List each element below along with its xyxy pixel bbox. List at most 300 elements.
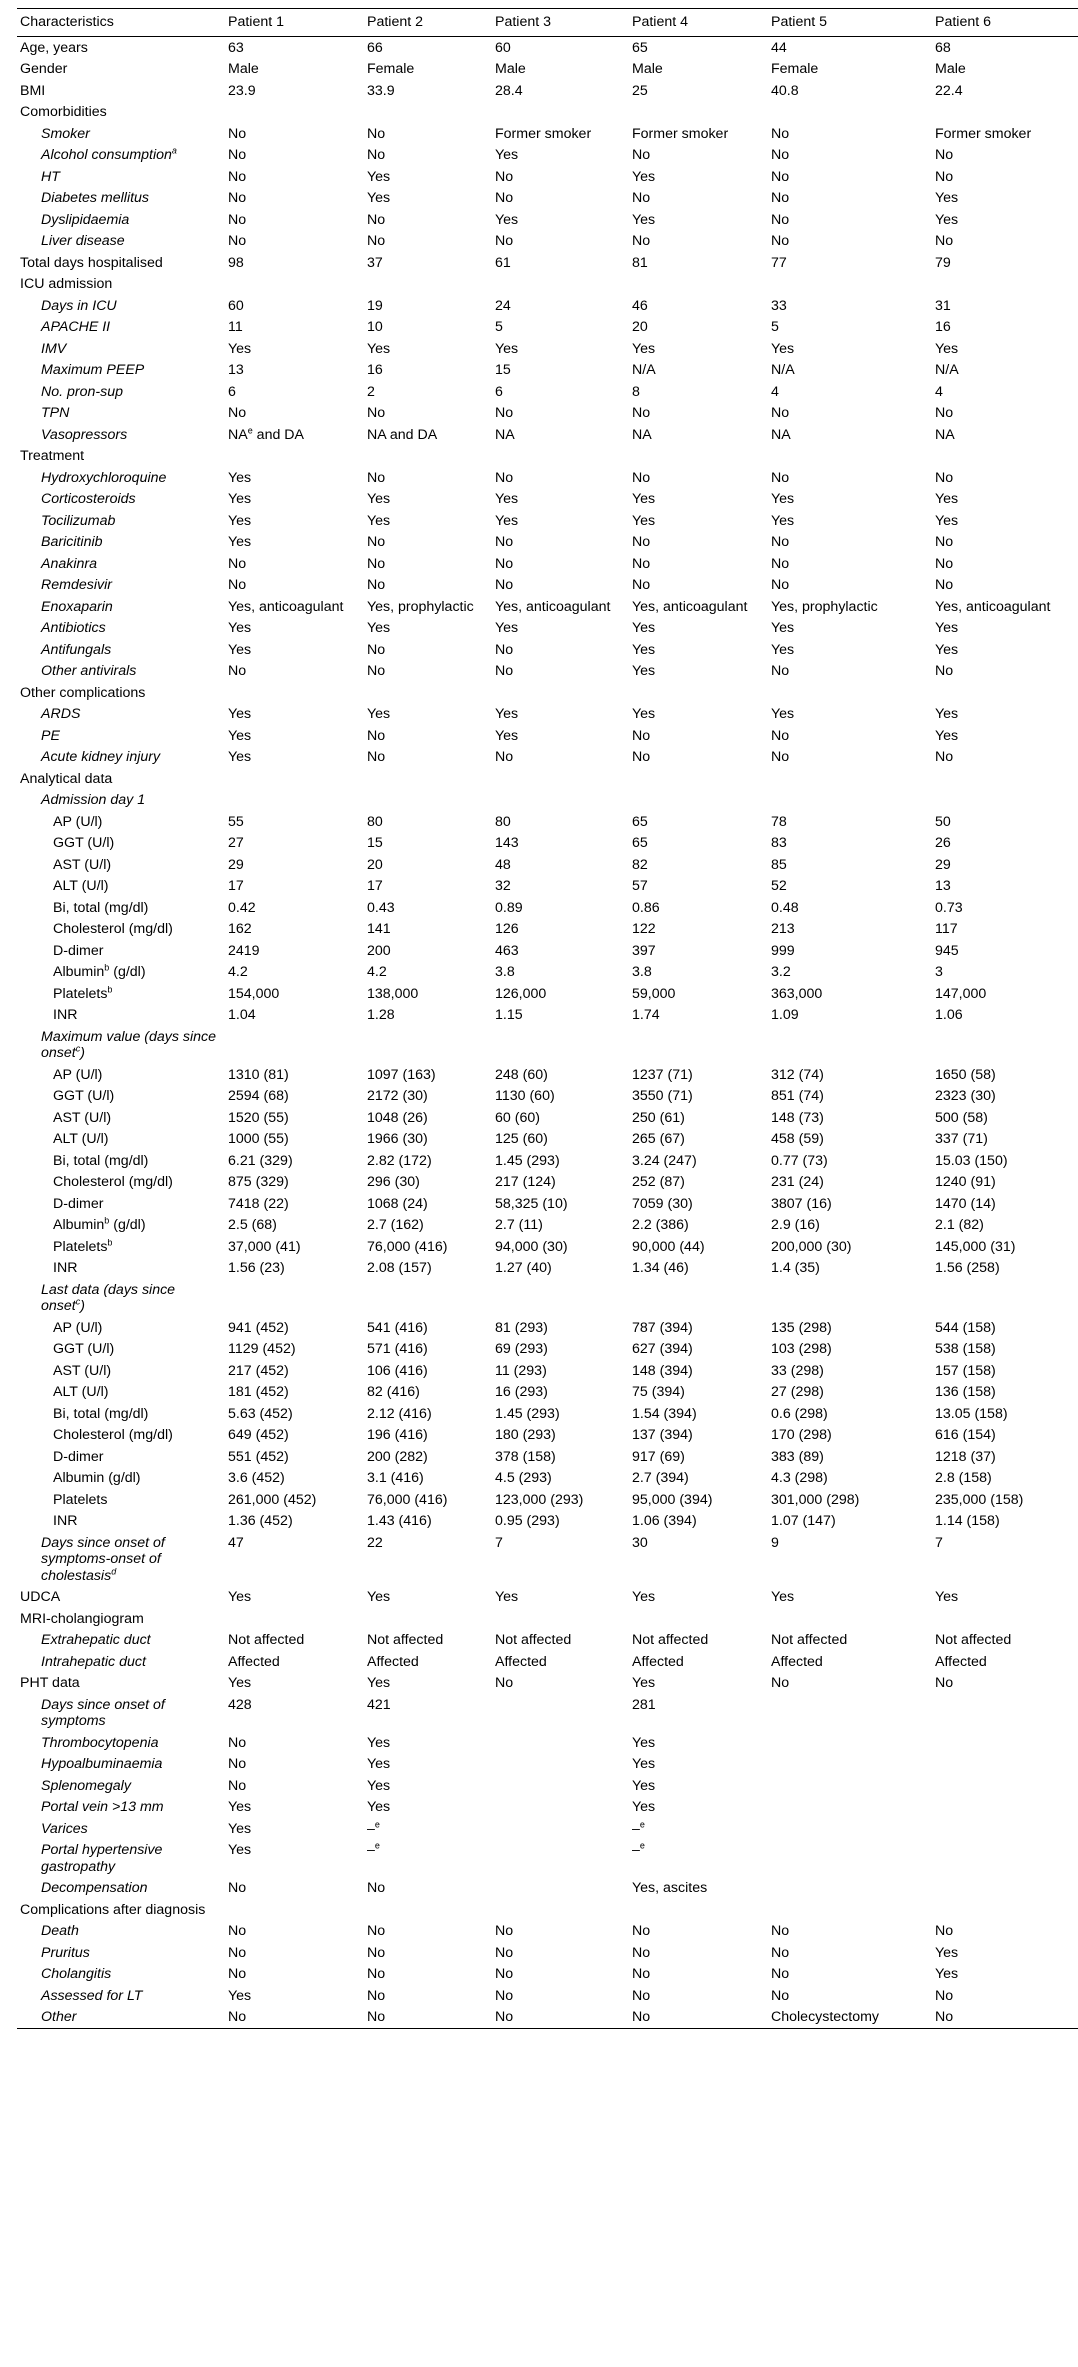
cell-patient-4: 59,000 xyxy=(632,985,676,1002)
cell-patient-6: No xyxy=(935,1987,954,2004)
cell-patient-2 xyxy=(364,789,492,811)
cell-patient-6: No xyxy=(935,147,954,163)
cell-patient-3: 3.8 xyxy=(495,964,515,980)
table-row xyxy=(17,36,1078,58)
row-label xyxy=(17,424,225,446)
cell-patient-1: No xyxy=(228,663,247,679)
cell-patient-1: Yes xyxy=(228,340,252,357)
row-label-text: D-dimer xyxy=(53,1195,104,1212)
table-row xyxy=(17,940,1078,962)
cell-patient-4: Yes xyxy=(632,663,656,679)
row-label xyxy=(17,725,225,747)
cell-patient-3: NA xyxy=(495,426,515,443)
cell-patient-4: No xyxy=(632,147,651,163)
table-row xyxy=(17,1510,1078,1532)
row-label xyxy=(17,166,225,188)
row-label xyxy=(17,961,225,983)
cell-patient-3: 32 xyxy=(495,878,511,894)
cell-patient-5: 83 xyxy=(771,835,787,851)
table-row xyxy=(17,273,1078,295)
cell-patient-1 xyxy=(225,1026,364,1064)
cell-patient-2: 17 xyxy=(367,878,383,894)
row-label-text: UDCA xyxy=(20,1589,61,1605)
table-row xyxy=(17,531,1078,553)
cell-patient-3: Yes xyxy=(495,512,519,529)
cell-patient-3: Yes xyxy=(495,147,519,163)
row-label xyxy=(17,1467,225,1489)
cell-patient-6 xyxy=(932,101,1078,123)
row-label xyxy=(17,1026,225,1064)
cell-patient-2: 106 (416) xyxy=(367,1362,428,1379)
table-row xyxy=(17,811,1078,833)
row-label xyxy=(17,639,225,661)
cell-patient-2: 2.82 (172) xyxy=(367,1152,432,1169)
cell-patient-5: 4 xyxy=(771,383,779,400)
cell-patient-1: 60 xyxy=(228,297,244,314)
cell-patient-5: No xyxy=(771,577,790,593)
cell-patient-1: 1000 (55) xyxy=(228,1131,289,1147)
cell-patient-4 xyxy=(629,1818,768,1840)
cell-patient-1: 1.56 (23) xyxy=(228,1260,285,1276)
cell-patient-3 xyxy=(492,1818,629,1840)
cell-patient-6: 4 xyxy=(935,383,943,400)
cell-patient-2: No xyxy=(367,577,386,593)
table-row xyxy=(17,1985,1078,2007)
cell-patient-6 xyxy=(932,1732,1078,1754)
cell-patient-1: Yes xyxy=(228,1799,252,1815)
table-row xyxy=(17,1150,1078,1172)
table-row xyxy=(17,961,1078,983)
cell-patient-5: No xyxy=(771,147,790,163)
cell-patient-5: Yes xyxy=(771,491,795,507)
cell-patient-1: Yes xyxy=(228,512,252,529)
table-row xyxy=(17,1489,1078,1511)
cell-patient-1: No xyxy=(228,577,247,593)
cell-patient-3 xyxy=(492,1899,629,1921)
cell-patient-2: 2.7 (162) xyxy=(367,1217,424,1233)
cell-patient-4: 265 (67) xyxy=(632,1131,685,1147)
cell-patient-3: No xyxy=(495,168,514,185)
cell-patient-4: 3.8 xyxy=(632,964,652,980)
cell-patient-3: 1.45 (293) xyxy=(495,1152,560,1169)
cell-patient-4: No xyxy=(632,727,651,744)
cell-patient-5: 148 (73) xyxy=(771,1109,824,1126)
row-label xyxy=(17,1403,225,1425)
footnote-marker: b xyxy=(107,983,113,994)
cell-patient-5: No xyxy=(771,1944,790,1961)
cell-patient-4: Yes xyxy=(632,641,656,658)
cell-patient-6: Yes xyxy=(935,491,959,507)
cell-patient-3: Yes xyxy=(495,727,519,744)
cell-patient-2 xyxy=(364,682,492,704)
cell-value: NA xyxy=(228,426,248,443)
cell-patient-1: 7418 (22) xyxy=(228,1195,289,1212)
cell-patient-4 xyxy=(629,1026,768,1064)
table-row xyxy=(17,123,1078,145)
cell-patient-6: 616 (154) xyxy=(935,1427,996,1443)
cell-patient-1: 1129 (452) xyxy=(228,1341,296,1357)
cell-patient-3 xyxy=(492,1608,629,1630)
cell-patient-3: Yes xyxy=(495,620,519,636)
header-patient-1: Patient 1 xyxy=(228,14,285,30)
cell-patient-4: Yes xyxy=(632,491,656,507)
cell-patient-2: No xyxy=(367,233,386,249)
cell-patient-4: 397 xyxy=(632,942,656,959)
cell-patient-1: 3.6 (452) xyxy=(228,1470,285,1486)
cell-patient-2: Yes xyxy=(367,1734,391,1751)
cell-patient-5: 200,000 (30) xyxy=(771,1238,852,1255)
row-label-text: Splenomegaly xyxy=(41,1777,131,1794)
cell-patient-1: Yes xyxy=(228,1987,252,2004)
cell-patient-4: Yes xyxy=(632,512,656,529)
row-label xyxy=(17,531,225,553)
row-label-text: Alcohol consumption xyxy=(41,147,172,163)
row-label-text: Bi, total (mg/dl) xyxy=(53,899,149,916)
cell-patient-2: 82 (416) xyxy=(367,1384,420,1400)
cell-patient-6: No xyxy=(935,1675,954,1691)
cell-patient-6: 538 (158) xyxy=(935,1341,996,1357)
cell-patient-1: 1310 (81) xyxy=(228,1066,289,1083)
cell-patient-6: No xyxy=(935,2009,954,2025)
cell-patient-2: No xyxy=(367,555,386,572)
cell-patient-5: 3.2 xyxy=(771,964,791,980)
cell-patient-6 xyxy=(932,445,1078,467)
cell-patient-5: Cholecystectomy xyxy=(771,2009,880,2025)
table-row xyxy=(17,359,1078,381)
footnote-marker: b xyxy=(104,1215,110,1226)
row-label-text: Days in ICU xyxy=(41,297,117,314)
cell-patient-2: No xyxy=(367,1987,386,2004)
row-label-text: AP (U/l) xyxy=(53,1319,103,1336)
cell-patient-4: 252 (87) xyxy=(632,1174,685,1190)
row-label xyxy=(17,1608,225,1630)
cell-patient-1: 55 xyxy=(228,813,244,830)
cell-patient-5: 383 (89) xyxy=(771,1448,824,1465)
cell-patient-5: 0.6 (298) xyxy=(771,1405,828,1422)
row-label xyxy=(17,58,225,80)
cell-value: – xyxy=(367,1820,375,1837)
cell-patient-3: 378 (158) xyxy=(495,1448,556,1465)
cell-patient-2: 1068 (24) xyxy=(367,1195,428,1212)
cell-patient-3: Yes xyxy=(495,491,519,507)
cell-patient-5: 33 (298) xyxy=(771,1362,824,1379)
cell-patient-2: 15 xyxy=(367,835,383,851)
row-label-text: Enoxaparin xyxy=(41,598,113,615)
row-label xyxy=(17,918,225,940)
cell-patient-6: Affected xyxy=(935,1653,987,1670)
cell-patient-6: 31 xyxy=(935,297,951,314)
row-label xyxy=(17,488,225,510)
cell-patient-3: 15 xyxy=(495,362,511,378)
cell-patient-1: Male xyxy=(228,61,259,77)
cell-patient-6 xyxy=(932,1899,1078,1921)
cell-patient-6: No xyxy=(935,469,954,486)
cell-patient-5: 85 xyxy=(771,856,787,873)
cell-patient-1: No xyxy=(228,1756,247,1772)
cell-patient-5: 40.8 xyxy=(771,82,799,99)
row-label-text: Gender xyxy=(20,61,68,77)
row-label-text: TPN xyxy=(41,405,70,421)
cell-patient-3: 24 xyxy=(495,297,511,314)
cell-patient-2: Yes xyxy=(367,1756,391,1772)
cell-patient-5: 5 xyxy=(771,319,779,335)
table-row xyxy=(17,1403,1078,1425)
cell-patient-3 xyxy=(492,682,629,704)
cell-patient-2: Yes xyxy=(367,706,391,722)
row-label-text: Vasopressors xyxy=(41,426,128,443)
footnote-marker: e xyxy=(374,1818,380,1829)
cell-patient-3: Yes xyxy=(495,706,519,722)
row-label-text: Cholangitis xyxy=(41,1966,112,1982)
cell-patient-6: 16 xyxy=(935,319,951,335)
cell-patient-4: No xyxy=(632,190,651,206)
table-row xyxy=(17,1279,1078,1317)
row-label-text: Platelets xyxy=(53,1491,108,1508)
cell-patient-2 xyxy=(364,1818,492,1840)
cell-patient-4: 1.34 (46) xyxy=(632,1260,689,1276)
cell-patient-3 xyxy=(492,1775,629,1797)
row-label-text: Admission day 1 xyxy=(41,792,146,808)
cell-patient-4: Yes, anticoagulant xyxy=(632,598,748,615)
row-label xyxy=(17,1629,225,1651)
row-label-text: Extrahepatic duct xyxy=(41,1632,151,1648)
cell-patient-3: 1.27 (40) xyxy=(495,1260,552,1276)
table-row xyxy=(17,639,1078,661)
cell-patient-4: No xyxy=(632,534,651,550)
cell-patient-4: Yes xyxy=(632,1734,656,1751)
row-label xyxy=(17,230,225,252)
cell-patient-6: Yes xyxy=(935,727,959,744)
cell-patient-4: No xyxy=(632,577,651,593)
cell-patient-4: No xyxy=(632,469,651,486)
cell-patient-6: 157 (158) xyxy=(935,1362,996,1379)
row-label-text: AP (U/l) xyxy=(53,1066,103,1083)
cell-patient-1: No xyxy=(228,125,247,142)
row-label xyxy=(17,1085,225,1107)
cell-patient-4: Male xyxy=(632,61,663,77)
cell-patient-4: Yes xyxy=(632,620,656,636)
row-label xyxy=(17,983,225,1005)
cell-patient-2: 1.43 (416) xyxy=(367,1513,432,1529)
row-label xyxy=(17,101,225,123)
cell-patient-6: 145,000 (31) xyxy=(935,1238,1016,1255)
cell-patient-1: 17 xyxy=(228,878,244,894)
row-label-text: Platelets xyxy=(53,985,108,1002)
cell-patient-3: No xyxy=(495,534,514,550)
cell-patient-2: Yes xyxy=(367,168,391,185)
cell-patient-2: Yes xyxy=(367,512,391,529)
row-label-text: Comorbidities xyxy=(20,104,107,120)
row-label-text: GGT (U/l) xyxy=(53,835,115,851)
cell-patient-2: 200 (282) xyxy=(367,1448,428,1465)
row-label-text: Albumin (g/dl) xyxy=(53,1470,141,1486)
cell-patient-5: No xyxy=(771,125,790,142)
table-row xyxy=(17,295,1078,317)
cell-patient-5: No xyxy=(771,555,790,572)
row-label-text: Portal hypertensive gastropathy xyxy=(41,1842,163,1875)
table-row xyxy=(17,1672,1078,1694)
cell-patient-1: 23.9 xyxy=(228,82,256,99)
row-label xyxy=(17,1279,225,1317)
header-patient-5: Patient 5 xyxy=(771,14,828,30)
cell-patient-4: Not affected xyxy=(632,1632,709,1648)
row-label xyxy=(17,1107,225,1129)
row-label xyxy=(17,682,225,704)
cell-patient-6 xyxy=(932,1694,1078,1732)
cell-patient-2: Yes xyxy=(367,340,391,357)
table-row xyxy=(17,832,1078,854)
row-label-text: AP (U/l) xyxy=(53,813,103,830)
footnote-marker: e xyxy=(374,1840,380,1851)
row-label xyxy=(17,940,225,962)
cell-patient-3: 48 xyxy=(495,856,511,873)
cell-patient-3: 248 (60) xyxy=(495,1066,548,1083)
row-label-text: Hypoalbuminaemia xyxy=(41,1756,163,1772)
row-label xyxy=(17,1214,225,1236)
table-row xyxy=(17,1214,1078,1236)
cell-patient-2: 296 (30) xyxy=(367,1174,420,1190)
table-row xyxy=(17,1171,1078,1193)
cell-patient-6 xyxy=(932,1839,1078,1877)
cell-patient-4 xyxy=(629,789,768,811)
cell-patient-1 xyxy=(225,445,364,467)
cell-patient-4: Yes xyxy=(632,1799,656,1815)
cell-patient-6: Yes xyxy=(935,1944,959,1961)
row-label-text: AST (U/l) xyxy=(53,856,112,873)
cell-patient-5: NA xyxy=(771,426,791,443)
cell-patient-1: No xyxy=(228,190,247,206)
cell-patient-4 xyxy=(629,1839,768,1877)
cell-patient-6 xyxy=(932,1608,1078,1630)
cell-patient-4: 787 (394) xyxy=(632,1319,693,1336)
row-label xyxy=(17,811,225,833)
table-row xyxy=(17,1004,1078,1026)
cell-patient-6: 136 (158) xyxy=(935,1384,996,1400)
cell-patient-4: Yes xyxy=(632,340,656,357)
footnote-marker: e xyxy=(639,1818,645,1829)
cell-patient-6: Former smoker xyxy=(935,125,1032,142)
cell-patient-2: 1966 (30) xyxy=(367,1131,428,1147)
cell-patient-3: No xyxy=(495,641,514,658)
row-label-text: Dyslipidaemia xyxy=(41,211,130,228)
cell-patient-3: 11 (293) xyxy=(495,1362,547,1379)
cell-patient-3 xyxy=(492,1279,629,1317)
row-label xyxy=(17,1446,225,1468)
cell-patient-2: Yes xyxy=(367,190,391,206)
row-label-text: Anakinra xyxy=(41,555,97,572)
cell-patient-2: No xyxy=(367,663,386,679)
cell-patient-2: 3.1 (416) xyxy=(367,1470,424,1486)
row-label xyxy=(17,1424,225,1446)
cell-patient-2: Yes xyxy=(367,620,391,636)
cell-patient-2: 200 xyxy=(367,942,391,959)
table-row xyxy=(17,187,1078,209)
cell-patient-5: No xyxy=(771,1675,790,1691)
table-row xyxy=(17,725,1078,747)
cell-patient-4: 2.2 (386) xyxy=(632,1217,689,1233)
row-label-text: Bi, total (mg/dl) xyxy=(53,1152,149,1169)
cell-patient-1: 2419 xyxy=(228,942,260,959)
table-body xyxy=(17,36,1078,2028)
cell-value: – xyxy=(367,1842,375,1858)
cell-patient-5: 77 xyxy=(771,254,787,271)
cell-patient-1: Yes, anticoagulant xyxy=(228,598,344,615)
cell-patient-2: Yes xyxy=(367,1777,391,1794)
cell-patient-6: 50 xyxy=(935,813,951,830)
footnote-marker: b xyxy=(104,962,110,973)
cell-patient-3: 1.45 (293) xyxy=(495,1405,560,1422)
cell-patient-5: No xyxy=(771,1987,790,2004)
cell-patient-6: 1240 (91) xyxy=(935,1174,996,1190)
cell-patient-4 xyxy=(629,445,768,467)
table-row xyxy=(17,983,1078,1005)
cell-patient-4: 46 xyxy=(632,297,648,314)
cell-patient-5: Not affected xyxy=(771,1632,848,1648)
cell-patient-4: 81 xyxy=(632,254,648,271)
header-characteristics: Characteristics xyxy=(20,14,114,30)
row-label-text: ALT (U/l) xyxy=(53,1131,109,1147)
cell-patient-5: No xyxy=(771,534,790,550)
footnote-marker: e xyxy=(247,424,253,435)
row-label xyxy=(17,123,225,145)
table-row xyxy=(17,58,1078,80)
cell-patient-4 xyxy=(629,101,768,123)
row-label xyxy=(17,897,225,919)
cell-patient-2: No xyxy=(367,727,386,744)
table-row xyxy=(17,1694,1078,1732)
cell-patient-3: No xyxy=(495,1944,514,1961)
cell-patient-5: No xyxy=(771,211,790,228)
table-row xyxy=(17,338,1078,360)
cell-patient-1: No xyxy=(228,2009,247,2025)
cell-patient-3 xyxy=(492,445,629,467)
row-label xyxy=(17,854,225,876)
row-label-text: Albumin xyxy=(53,1217,105,1233)
row-label-text: ICU admission xyxy=(20,276,113,292)
cell-patient-2: 33.9 xyxy=(367,82,395,99)
table-row xyxy=(17,467,1078,489)
cell-patient-3 xyxy=(492,1694,629,1732)
row-label-text: PHT data xyxy=(20,1675,80,1691)
cell-patient-2: No xyxy=(367,749,386,765)
header-patient-2: Patient 2 xyxy=(367,14,424,30)
cell-patient-1 xyxy=(225,101,364,123)
table-row xyxy=(17,574,1078,596)
cell-patient-3: No xyxy=(495,1675,514,1691)
cell-patient-1 xyxy=(225,682,364,704)
cell-patient-6: No xyxy=(935,233,954,249)
cell-patient-5: 103 (298) xyxy=(771,1341,832,1357)
row-label-text: INR xyxy=(53,1260,78,1276)
cell-patient-2: 141 xyxy=(367,921,391,937)
row-label xyxy=(17,1236,225,1258)
row-label-text: Liver disease xyxy=(41,233,125,249)
cell-patient-5: No xyxy=(771,1923,790,1939)
cell-patient-6: 0.73 xyxy=(935,899,963,916)
row-label xyxy=(17,273,225,295)
footnote-marker: e xyxy=(639,1840,645,1851)
cell-patient-4 xyxy=(629,768,768,790)
cell-patient-3: No xyxy=(495,555,514,572)
cell-patient-1: Yes xyxy=(228,620,252,636)
cell-patient-1: 181 (452) xyxy=(228,1384,289,1400)
cell-patient-5: 27 (298) xyxy=(771,1384,824,1400)
row-label-text: Death xyxy=(41,1923,79,1939)
cell-patient-1: 0.42 xyxy=(228,899,256,916)
cell-patient-2: 196 (416) xyxy=(367,1427,428,1443)
cell-patient-4: No xyxy=(632,1944,651,1961)
cell-patient-2: No xyxy=(367,1880,386,1896)
